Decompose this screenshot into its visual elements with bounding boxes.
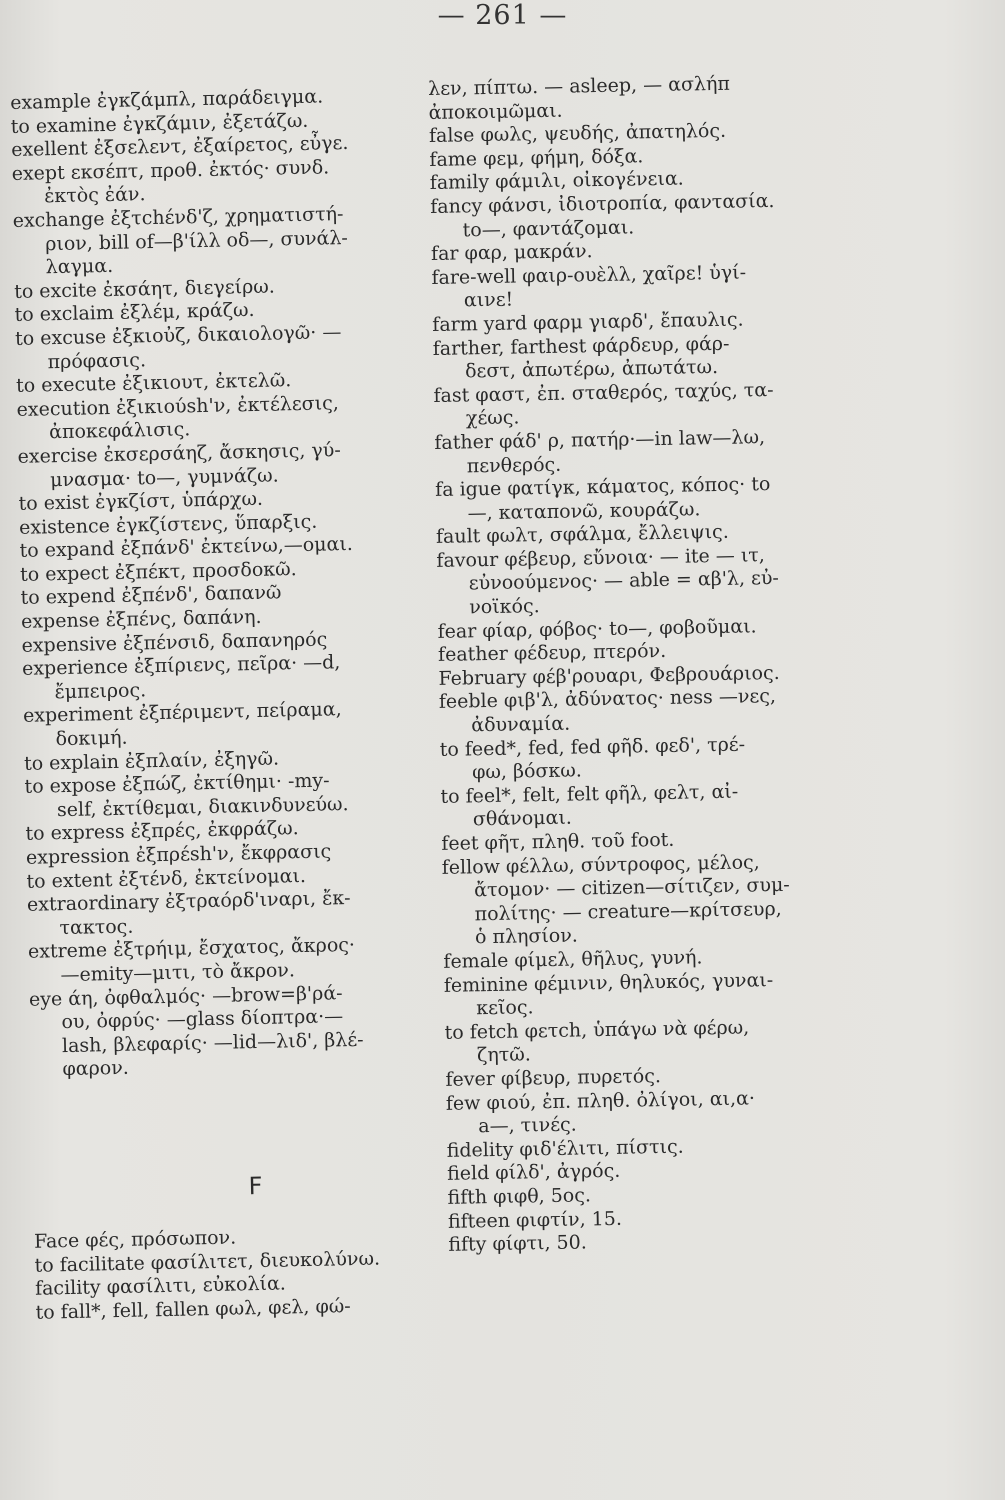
entry-line: νοϊκός. [469,595,540,619]
entry-line: to exclaim ἐξλέμ, κράζω. [14,299,255,327]
entry-line: to fetch φετch, ὑπάγω νὰ φέρω, [444,1016,750,1044]
entry-line: φαρον. [62,1057,130,1081]
entry-line: expensive ἐξπένσιδ, δαπανηρός [21,628,328,657]
entry-line: fame φεμ, φήμη, δόξα. [429,145,644,171]
entry-line: fifth φιφθ, 5ος. [447,1184,592,1209]
entry-line: father φάδ' ρ, πατήρ·—in law—λω, [434,426,766,454]
entry-line: ἀποκοιμῶμαι. [428,99,563,124]
entry-line: feet φῆτ, πληθ. τοῦ foot. [441,828,675,855]
entry-line: false φωλς, ψευδής, ἀπατηλός. [428,119,727,148]
entry-line: a—, τινές. [478,1113,577,1138]
left-column [10,83,461,1325]
entry-line: few φιού, ἐπ. πληθ. ὀλίγοι, αι,α· [445,1086,756,1115]
entry-line: to expose ἐξπώζ, ἐκτίθημι· -my- [24,769,330,799]
entry-line: to feel*, felt, felt φῆλ, φελτ, αἰ- [440,780,739,808]
section-letter: F [248,1171,263,1201]
entry-line: farther, farthest φάρδευρ, φάρ- [432,332,730,360]
entry-line: to excuse ἐξκιοὐζ, δικαιολογῶ· — [14,321,342,350]
entry-line: to feed*, fed, fed φῆδ. φεδ', τρέ- [439,733,746,761]
entry-line: to fall*, fell, fallen φωλ, φελ, φώ- [35,1294,351,1324]
entry-line: κεῖος. [476,996,534,1020]
entry-line: εὐνοούμενος· — able = αβ'λ, εὐ- [468,567,780,595]
entry-line: to expect ἐξπέκτ, προσδοκῶ. [19,557,297,586]
entry-line: to exist ἐγκζίστ, ὑπάρχω. [18,487,264,516]
entry-line: feminine φέμινιν, θηλυκός, γυναι- [443,968,774,997]
entry-line: to excite ἐκσάητ, διεγείρω. [13,275,275,303]
entry-line: αινε! [463,288,514,312]
entry-line: to execute ἐξικιουτ, ἐκτελῶ. [15,369,292,398]
entry-line: πενθερός. [466,453,562,477]
entry-line: female φίμελ, θῆλυς, γυνή. [443,946,703,973]
entry-line: example ἐγκζάμπλ, παράδειγμα. [10,85,324,114]
entry-line: πολίτης· — creature—κρίτσευρ, [474,897,782,926]
entry-line: existence ἐγκζίστενς, ὕπαρξις. [18,510,318,539]
entry-line: fidelity φιδ'έλιτι, πίστις. [446,1135,684,1162]
right-column [428,71,869,1258]
entry-line: February φέβ'ρουαρι, Φεβρουάριος. [438,661,780,690]
entry-line: ου, ὀφρύς· —glass δίοπτρα·— [61,1005,344,1034]
entry-line: fever φίβευρ, πυρετός. [445,1065,662,1091]
entry-line: family φάμιλι, οἰκογένεια. [429,167,684,195]
entry-line: extreme ἐξτρήιμ, ἔσχατος, ἄκρος· [27,934,356,964]
entry-line: fellow φέλλω, σύντροφος, μέλος, [441,850,760,879]
entry-line: exept εκσέπτ, προθ. ἐκτός· συνδ. [11,156,330,185]
section-gap [31,1074,458,1171]
entry-line: expense ἐξπένς, δαπάνη. [20,605,262,633]
entry-line: extraordinary ἐξτραόρδ'ιναρι, ἔκ- [26,887,351,917]
entry-line: exchange ἐξτchένδ'ζ, χρηματιστή- [12,203,344,232]
entry-line: to examine ἐγκζάμιν, ἐξετάζω. [10,109,309,138]
entry-line: ἄτομον· — citizen—σίτιζεν, συμ- [473,873,790,902]
entry-line: experiment ἐξπέριμεντ, πείραμα, [22,698,342,728]
entry-line: —emity—μιτι, τὸ ἄκρον. [60,959,296,987]
entry-line: fault φωλτ, σφάλμα, ἔλλειψις. [435,521,729,549]
entry-line: to expend ἐξπένδ', δαπανῶ [20,581,282,610]
entry-line: eye άη, ὀφθαλμός· —brow=β'ρά- [28,981,343,1011]
entry-line: ἔμπειρος. [54,679,147,704]
left-entries-before-section [10,83,456,1083]
entry-line: ζητῶ. [476,1043,531,1067]
entry-line: πρόφασις. [47,348,147,373]
page-number: — 261 — [437,0,568,31]
entry-line: σθάνομαι. [472,807,573,831]
entry-line: λεν, πίπτω. — asleep, — ασλήπ [428,72,731,100]
entry-line: ἀποκεφάλισις. [48,418,191,444]
entry-line: expression ἐξπρέsh'ν, ἔκφρασις [25,840,332,869]
entry-line: fa igue φατίγκ, κάματος, κόπος· to [435,473,771,502]
entry-line: to expand ἐξπάνδ' ἐκτείνω,—ομαι. [19,533,354,563]
entry-line: feather φέδευρ, πτερόν. [437,640,667,667]
entry-line: fare-well φαιρ-ουὲλλ, χαῖρε! ὑγί- [431,261,747,289]
entry-line: exercise ἐκσερσάηζ, ἄσκησις, γύ- [17,439,341,468]
entry-line: fancy φάνσι, ἰδιοτροπία, φαντασία. [430,189,775,218]
entry-line: fifty φίφτι, 50. [448,1231,587,1256]
entry-line: to—, φαντάζομαι. [462,215,635,241]
entry-line: favour φέβευρ, εὔνοια· — ite — ιτ, [436,544,766,572]
entry-line: far φαρ, μακράν. [430,240,593,266]
entry-line: execution ἐξικιούsh'ν, ἐκτέλεσις, [16,391,340,421]
entry-line: field φίλδ', ἀγρός. [446,1160,621,1186]
entry-line: to facilitate φασίλιτετ, διευκολύνω. [34,1247,381,1277]
entry-line: fifteen φιφτίν, 15. [447,1207,623,1233]
entry-line: φω, βόσκω. [471,759,582,784]
entry-line: experience ἐξπίριενς, πεῖρα· —d, [21,651,341,681]
entry-line: to express ἐξπρές, ἐκφράζω. [25,817,299,846]
entry-line: δοκιμή. [55,726,128,751]
entry-line: to extent ἐξτένδ, ἐκτείνομαι. [26,864,307,893]
entry-line: exellent ἐξσελεντ, ἐξαίρετος, εὖγε. [10,132,349,162]
entry-line: fear φίαρ, φόβος· to—, φοβοῦμαι. [437,615,757,643]
entry-line: ριον, bill of—β'ίλλ οδ—, συνάλ- [44,226,349,255]
entry-line: fast φαστ, ἐπ. σταθερός, ταχύς, τα- [433,378,774,407]
entry-line: lash, βλεφαρίς· —lid—λιδ', βλέ- [61,1028,364,1057]
entry-line: self, ἐκτίθεμαι, διακινδυνεύω. [56,792,349,821]
entry-line: feeble φιβ'λ, ἀδύνατος· ness —νες, [438,685,777,714]
entry-line: facility φασίλιτι, εὐκολία. [34,1272,287,1300]
entry-line: to explain ἐξπλαίν, ἐξηγῶ. [23,747,280,775]
entry-line: χέως. [465,406,520,430]
entry-line: ἐκτὸς ἐάν. [43,183,146,208]
left-entries-after-section [34,1222,461,1325]
entry-line: —, καταπονῶ, κουράζω. [467,498,701,525]
entry-line: ὁ πλησίον. [474,924,579,949]
entry-line: μνασμα· to—, γυμνάζω. [49,463,279,491]
entry-line: farm yard φαρμ γιαρδ', ἔπαυλις. [432,308,744,336]
entry-line: λαγμα. [45,255,114,279]
entry-line: δεστ, ἀπωτέρω, ἀπωτάτω. [464,356,719,383]
entry-line: ἀδυναμία. [471,712,571,737]
right-entries [428,71,869,1258]
entry-line: Face φές, πρόσωπον. [33,1226,237,1253]
entry-line: τακτος. [59,915,134,939]
